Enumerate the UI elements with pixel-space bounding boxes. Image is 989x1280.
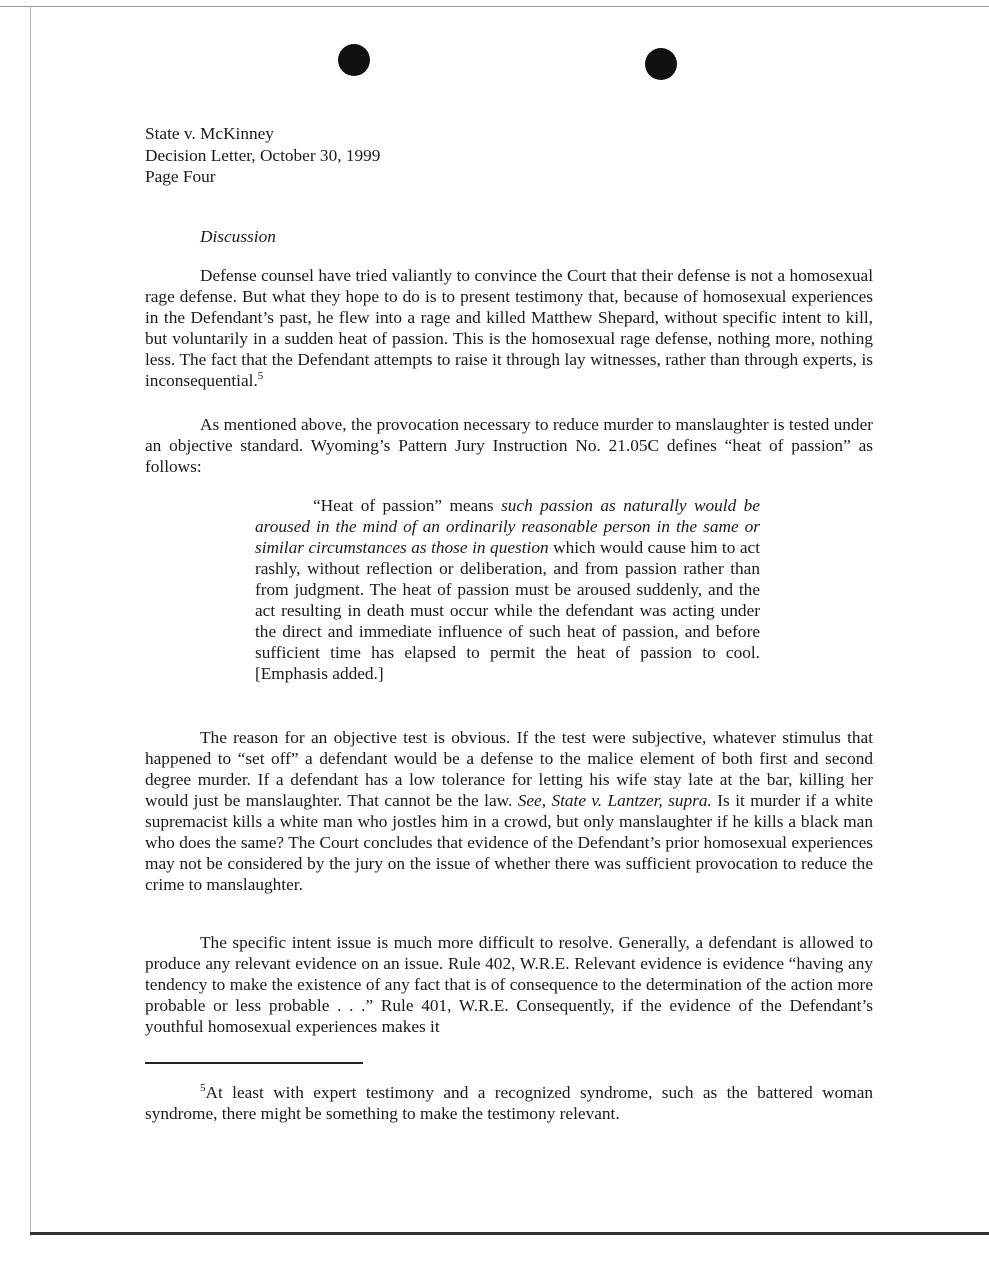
header-letter-date: Decision Letter, October 30, 1999 <box>145 145 381 165</box>
paragraph-3-part2: Is it murder if a white supremacist kills a white man who jostles him in a crowd, but only manslaughter if he kills a black man who does the same? The Court concludes that evidence of the Defendant’s prior homosexual experiences may not be considered by the jury on the issue of whether there was sufficient provocation to reduce the crime to manslaughter. <box>145 791 873 894</box>
quote-rest: which would cause him to act rashly, without reflection or deliberation, and from passion rather than from judgment. The heat of passion must be aroused suddenly, and the act resulting in death must occur while the defendant was acting under the direct and immediate influence of such heat of passion, and before sufficient time has elapsed to permit the heat of passion to cool. [Emphasis added.] <box>255 538 760 683</box>
quote-lead: “Heat of passion” means <box>313 496 502 515</box>
paragraph-3-part1: The reason for an objective test is obvious. If the test were subjective, whatever stimulus that happened to “set off” a defendant would be a defense to the malice element of both first and second degree murder. If a defendant has a low tolerance for letting his wife stay late at the bar, killing her would just be manslaughter. That cannot be the law. <box>145 728 873 810</box>
page-edge-left <box>30 6 31 1236</box>
header-case-name: State v. McKinney <box>145 124 274 143</box>
punch-hole-left <box>338 44 370 76</box>
letter-header <box>145 123 380 188</box>
paragraph-4-text: The specific intent issue is much more difficult to resolve. Generally, a defendant is allowed to produce any relevant evidence on an issue. Rule 402, W.R.E. Relevant evidence is evidence “having any tendency to make the existence of any fact that is of consequence to the determination of the action more probable or less probable . . .” Rule 401, W.R.E. Consequently, if the evidence of the Defendant’s youthful homosexual experiences makes it <box>145 933 873 1036</box>
page-edge-top <box>0 6 989 7</box>
paragraph-1 <box>145 265 873 391</box>
header-page-number: Page Four <box>145 167 216 186</box>
paragraph-3-citation: See, State v. Lantzer, supra. <box>517 791 712 810</box>
paragraph-4 <box>145 932 873 1037</box>
block-quote <box>255 495 760 684</box>
paragraph-2 <box>145 414 873 477</box>
paragraph-3 <box>145 727 873 895</box>
paragraph-2-text: As mentioned above, the provocation necessary to reduce murder to manslaughter is tested under an objective standard. Wyoming’s Pattern Jury Instruction No. 21.05C defines “heat of passion” as follows: <box>145 415 873 476</box>
footnote-separator <box>145 1062 363 1064</box>
footnote-5 <box>145 1082 873 1124</box>
footnote-marker: 5 <box>200 1082 206 1095</box>
footnote-text: At least with expert testimony and a recognized syndrome, such as the battered woman syndrome, there might be something to make the testimony relevant. <box>145 1083 873 1123</box>
page-edge-bottom <box>30 1232 989 1235</box>
footnote-ref-5: 5 <box>257 370 264 383</box>
section-heading: Discussion <box>200 227 276 246</box>
punch-hole-right <box>645 48 677 80</box>
quote-emphasis: such passion as naturally would be aroused in the mind of an ordinarily reasonable person in the same or similar circumstances as those in question <box>255 496 760 557</box>
paragraph-1-text: Defense counsel have tried valiantly to convince the Court that their defense is not a homosexual rage defense. But what they hope to do is to present testimony that, because of homosexual experiences in the Defendant’s past, he flew into a rage and killed Matthew Shepard, without specific intent to kill, but voluntarily in a sudden heat of passion. This is the homosexual rage defense, nothing more, nothing less. The fact that the Defendant attempts to raise it through lay witnesses, rather than through experts, is inconsequential. <box>145 266 873 390</box>
